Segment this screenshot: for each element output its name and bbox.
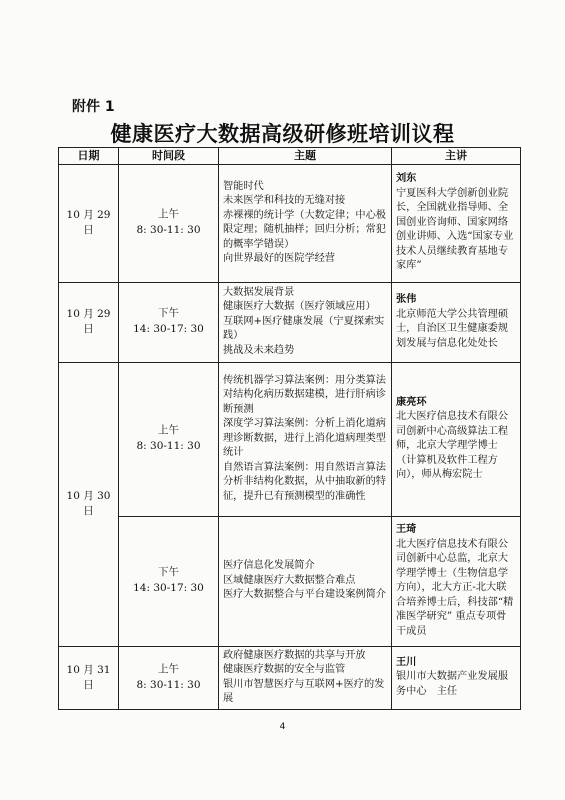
topic-line: 医疗大数据整合与平台建设案例简介 <box>223 589 386 601</box>
header-date: 日期 <box>59 148 119 165</box>
header-topic: 主题 <box>219 148 392 165</box>
speaker-bio: 银川市大数据产业发展服务中心 主任 <box>396 671 509 697</box>
time-period: 上午 <box>158 424 179 437</box>
header-speaker: 主讲 <box>392 148 521 165</box>
topic-line: 区域健康医疗大数据整合难点 <box>223 574 356 586</box>
topic-line: 银川市智慧医疗与互联网+医疗的发展 <box>223 678 385 705</box>
date-cell: 10 月 29 日 <box>59 282 119 362</box>
speaker-cell <box>392 646 521 709</box>
time-cell <box>119 282 219 362</box>
topic-line: 政府健康医疗数据的共享与开放 <box>223 649 366 661</box>
header-time: 时间段 <box>119 148 219 165</box>
page-number: 4 <box>279 722 286 732</box>
speaker-cell <box>392 516 521 646</box>
speaker-cell <box>392 164 521 282</box>
time-range: 8: 30-11: 30 <box>136 678 201 691</box>
speaker-bio: 北大医疗信息技术有限公司创新中心高级算法工程师，北京大学理学博士（计算机及软件工程方向），师从梅宏院士 <box>396 411 509 481</box>
speaker-bio: 北大医疗信息技术有限公司创新中心总监，北京大学理学博士（生物信息学方向），北大方正-北大联合培养博士后，科技部“精准医学研究” 重点专项骨干成员 <box>396 538 514 637</box>
table-row <box>59 646 521 709</box>
time-cell <box>119 164 219 282</box>
speaker-cell <box>392 362 521 516</box>
time-range: 14: 30-17: 30 <box>133 323 204 336</box>
topic-line: 深度学习算法案例：分析上消化道病理诊断数据，进行上消化道病理类型统计 <box>223 418 386 459</box>
speaker-cell <box>392 282 521 362</box>
topic-line: 传统机器学习算法案例：用分类算法对结构化病历数据建模，进行肝病诊断预测 <box>223 374 386 415</box>
time-range: 8: 30-11: 30 <box>136 440 201 453</box>
topic-cell <box>219 164 392 282</box>
date-cell: 10 月 29 日 <box>59 164 119 282</box>
topic-line: 向世界最好的医院学经营 <box>223 253 336 265</box>
table-row <box>59 282 521 362</box>
time-range: 8: 30-11: 30 <box>136 224 201 237</box>
topic-line: 健康医疗大数据（医疗领域应用） <box>223 301 376 313</box>
time-cell <box>119 362 219 516</box>
speaker-name: 刘东 <box>396 173 417 185</box>
time-period: 上午 <box>158 662 179 675</box>
speaker-bio: 宁夏医科大学创新创业院长，全国就业指导师、全国创业咨询师、国家网络创业讲师、入选“国家专业技术人员继续教育基地专家库” <box>396 187 514 272</box>
time-range: 14: 30-17: 30 <box>133 582 204 595</box>
topic-line: 智能时代 <box>223 180 264 192</box>
table-row <box>59 362 521 516</box>
document-title: 健康医疗大数据高级研修班培训议程 <box>110 122 455 146</box>
topic-line: 未来医学和科技的无缝对接 <box>223 195 346 207</box>
speaker-name: 张伟 <box>396 294 417 306</box>
speaker-name: 王琦 <box>396 524 417 536</box>
topic-line: 自然语言算法案例：用自然语言算法分析非结构化数据，从中抽取新的特征，提升已有预测模型的准确性 <box>223 461 386 502</box>
table-row <box>59 516 521 646</box>
time-period: 上午 <box>158 208 179 221</box>
topic-line: 互联网+医疗健康发展（宁夏探索实践） <box>223 315 385 342</box>
topic-line: 挑战及未来趋势 <box>223 344 295 356</box>
time-cell <box>119 516 219 646</box>
time-period: 下午 <box>158 307 179 320</box>
table-row <box>59 164 521 282</box>
agenda-table <box>58 147 521 710</box>
time-period: 下午 <box>158 566 179 579</box>
speaker-name: 康亮环 <box>396 396 427 408</box>
topic-line: 健康医疗数据的安全与监管 <box>223 664 346 676</box>
topic-cell <box>219 282 392 362</box>
attachment-label: 附件 1 <box>72 99 115 115</box>
speaker-bio: 北京师范大学公共管理硕士，自治区卫生健康委规划发展与信息化处处长 <box>396 308 509 349</box>
date-cell: 10 月 31 日 <box>59 646 119 709</box>
topic-cell <box>219 646 392 709</box>
table-header-row <box>59 148 521 165</box>
speaker-name: 王川 <box>396 656 417 668</box>
time-cell <box>119 646 219 709</box>
date-cell: 10 月 30 日 <box>59 362 119 646</box>
topic-cell <box>219 516 392 646</box>
topic-line: 医疗信息化发展简介 <box>223 560 315 572</box>
topic-line: 大数据发展背景 <box>223 286 295 298</box>
topic-cell <box>219 362 392 516</box>
topic-line: 赤裸裸的统计学（大数定律；中心极限定理；随机抽样；回归分析；常犯的概率学错误） <box>223 209 386 250</box>
